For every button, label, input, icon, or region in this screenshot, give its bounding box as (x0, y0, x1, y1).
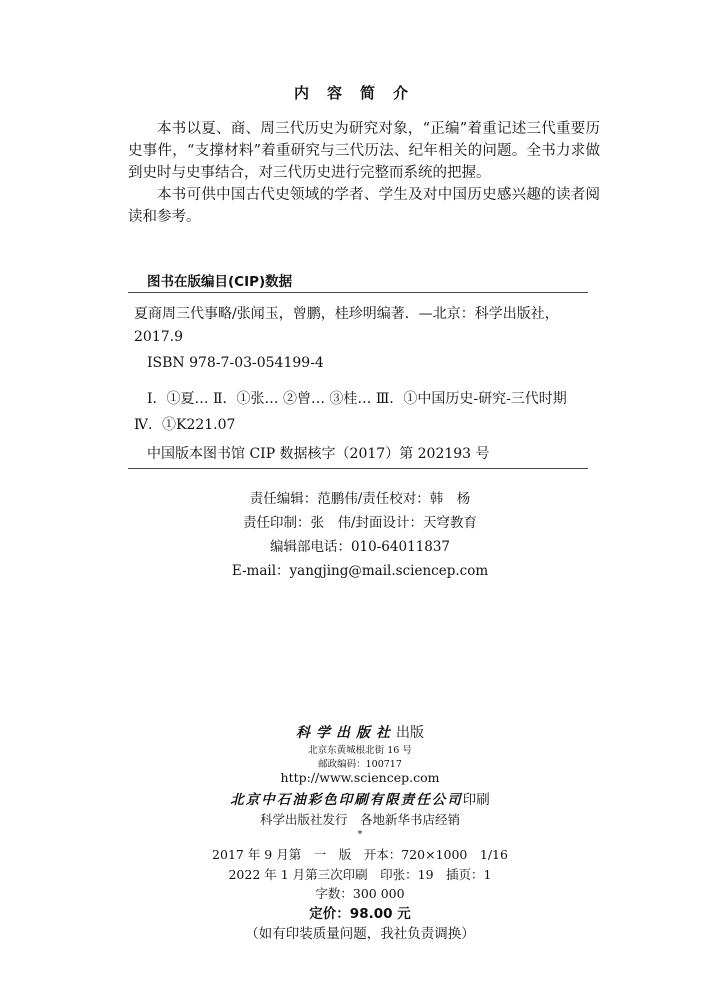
distribution-line: 科学出版社发行 各地新华书店经销 (259, 812, 460, 827)
intro-paragraph-1: 本书以夏、商、周三代历史为研究对象，“正编”着重记述三代重要历史事件，“支撑材料”着重研究与三代历法、纪年相关的问题。全书力求做到史时与史事结合，对三代历史进行完整而系统的把握。 (128, 121, 600, 181)
credits-production: 责任印制：张 伟/封面设计：天穹教育 (242, 515, 478, 531)
printer-name: 北京中石油彩色印刷有限责任公司 (230, 792, 463, 808)
publisher-role: 出版 (396, 725, 424, 741)
credits-editors: 责任编辑：范鹏伟/责任校对：韩 杨 (249, 491, 471, 507)
editorial-phone: 编辑部电话：010-64011837 (269, 539, 451, 555)
cip-isbn: ISBN 978-7-03-054199-4 (147, 355, 324, 371)
cip-title-line-1: 夏商周三代事略/张闻玉，曾鹏，桂珍明编著．—北京：科学出版社， (134, 306, 559, 322)
word-count: 字数：300 000 (315, 886, 405, 901)
price: 定价：98.00 元 (309, 906, 411, 922)
cip-header: 图书在版编目(CIP)数据 (147, 274, 293, 290)
cip-subjects-line-2: Ⅳ．①K221.07 (134, 417, 236, 433)
publisher-address: 北京东黄城根北街 16 号 (308, 745, 412, 756)
cip-subjects-line-1: Ⅰ．①夏… Ⅱ．①张… ②曾… ③桂… Ⅲ．①中国历史-研究-三代时期 (147, 391, 567, 407)
cip-top-rule (128, 292, 588, 293)
printer-line (0, 788, 720, 808)
publisher-postcode: 邮政编码：100717 (318, 759, 402, 770)
editorial-email: E-mail：yangjing@mail.sciencep.com (231, 563, 489, 579)
cip-number: 中国版本图书馆 CIP 数据核字（2017）第 202193 号 (147, 446, 490, 462)
edition-line: 2017 年 9 月第 一 版 开本：720×1000 1/16 (212, 847, 508, 862)
intro-body (128, 118, 600, 228)
publisher-website: http://www.sciencep.com (280, 770, 440, 785)
printer-role: 印刷 (462, 792, 490, 808)
quality-notice: （如有印装质量问题，我社负责调换） (245, 926, 475, 942)
cip-bottom-rule (128, 468, 588, 469)
publisher-name: 科学出版社 (296, 725, 396, 741)
publisher-line (0, 722, 720, 742)
separator-star: * (357, 829, 363, 840)
intro-paragraph-2: 本书可供中国古代史领域的学者、学生及对中国历史感兴趣的读者阅读和参考。 (128, 187, 600, 225)
cip-title-line-2: 2017.9 (134, 329, 183, 345)
printing-line: 2022 年 1 月第三次印刷 印张：19 插页：1 (228, 867, 492, 882)
intro-title: 内容简介 (293, 84, 426, 102)
